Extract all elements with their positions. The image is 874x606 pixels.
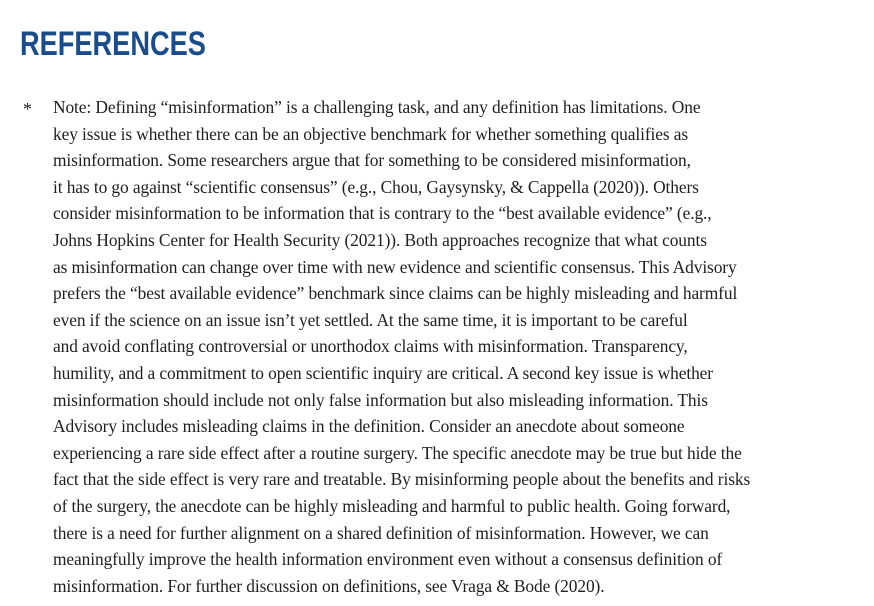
footnote-line: fact that the side effect is very rare and treatable. By misinforming people about the benefits and risks <box>53 469 751 490</box>
footnote-line: Johns Hopkins Center for Health Security (2021)). Both approaches recognize that what counts <box>53 229 707 250</box>
footnote-line: humility, and a commitment to open scientific inquiry are critical. A second key issue is whether <box>53 362 713 383</box>
footnote-marker: * <box>23 99 32 119</box>
footnote-line: meaningfully improve the health information environment even without a consensus definition of <box>53 549 723 570</box>
footnote-line: Note: Defining “misinformation” is a challenging task, and any definition has limitations. One <box>53 97 701 117</box>
footnote-line: as misinformation can change over time with new evidence and scientific consensus. This Advisory <box>53 256 737 277</box>
footnote-line: experiencing a rare side effect after a routine surgery. The specific anecdote may be true but hide the <box>53 442 742 463</box>
footnote-line: Advisory includes misleading claims in the definition. Consider an anecdote about someone <box>53 416 685 437</box>
footnote-line: key issue is whether there can be an objective benchmark for whether something qualifies as <box>53 123 689 144</box>
section-heading: REFERENCES <box>20 25 206 63</box>
footnote-line: it has to go against “scientific consensus” (e.g., Chou, Gaysynsky, & Cappella (2020)). Others <box>53 176 699 197</box>
footnote-line: misinformation should include not only false information but also misleading information. This <box>53 389 708 410</box>
footnote-line: misinformation. For further discussion on definitions, see Vraga & Bode (2020). <box>53 575 605 596</box>
footnote-line: misinformation. Some researchers argue that for something to be considered misinformation, <box>53 150 691 171</box>
footnote-line: even if the science on an issue isn’t yet settled. At the same time, it is important to be careful <box>53 309 688 330</box>
footnote-line: and avoid conflating controversial or unorthodox claims with misinformation. Transparency, <box>53 336 688 357</box>
footnote-line: prefers the “best available evidence” benchmark since claims can be highly misleading and harmful <box>53 283 738 304</box>
footnote-line: there is a need for further alignment on a shared definition of misinformation. However, we can <box>53 522 709 543</box>
footnote-line: consider misinformation to be information that is contrary to the “best available evidence” (e.g., <box>53 203 712 224</box>
footnote-text <box>53 94 750 599</box>
footnote-line: of the surgery, the anecdote can be highly misleading and harmful to public health. Going forward, <box>53 495 731 516</box>
